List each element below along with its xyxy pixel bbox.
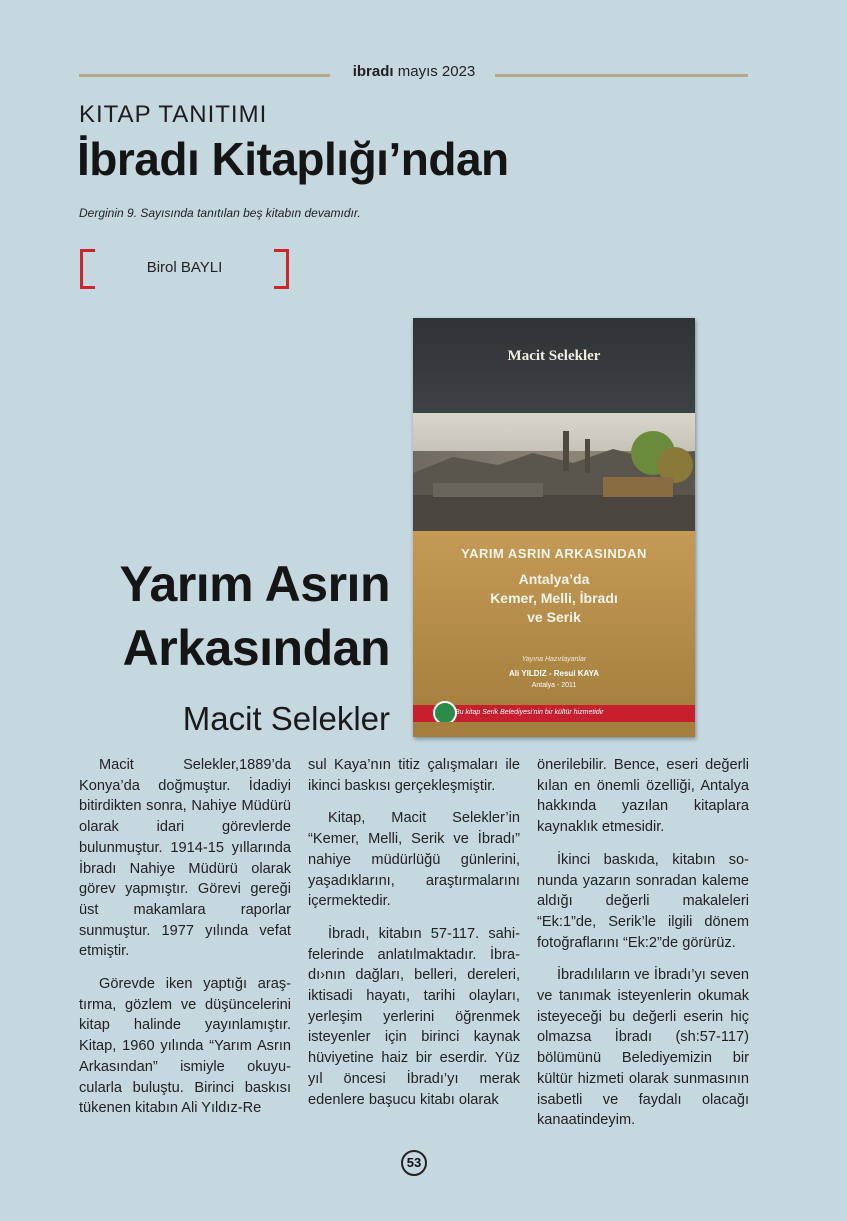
issue-date: mayıs 2023 bbox=[397, 63, 476, 80]
cover-subtitle-line: ve Serik bbox=[527, 609, 581, 625]
text-column-1 bbox=[79, 755, 291, 1131]
paragraph: İkinci baskıda, kitabın sonunda yazarın sonradan kaleme aldığı değerli makaleleri “Ek:1”de, Serik’le ilgili dönem fotoğraflarını “Ek:2”de görürüz. bbox=[537, 851, 749, 951]
page-number: 53 bbox=[401, 1150, 427, 1176]
paragraph: İbradı, kitabın 57-117. sahifelerinde anlatılmaktadır. İbradı›nın dağları, belleri, dereleri, iktisadi hayatı, tarihi olayları, yerleşim yerlerini öğrenmek isteyenler için birinci kaynak hüviyetine haiz bir eserdir. Yüz yıl öncesi İbradı’yı merak edenlere başucu kitabı olarak bbox=[308, 925, 520, 1108]
article-title-line: Yarım Asrın bbox=[119, 556, 390, 612]
author-bracket-right bbox=[274, 249, 289, 289]
section-kicker: KITAP TANITIMI bbox=[79, 101, 268, 128]
paragraph: Görevde iken yaptığı araştırma, gözlem ve düşüncelerini kitap halinde yayınlamıştır. Kitap, 1960 yılında “Yarım Asrın Arkasından” ismiyle okuyucularla buluştu. Birinci baskısı tükenen kitabın Ali Yıldız-Re bbox=[79, 976, 291, 1117]
cover-footer-note: Bu kitap Serik Belediyesi’nin bir kültür hizmetidir bbox=[455, 709, 604, 716]
text-column-3 bbox=[537, 755, 749, 1143]
article-title bbox=[66, 552, 390, 680]
header-rule-left bbox=[79, 74, 330, 77]
article-title-line: Arkasından bbox=[122, 620, 390, 676]
cover-photo-illustration bbox=[413, 413, 695, 531]
cover-editors: Ali YILDIZ - Resul KAYA bbox=[509, 669, 599, 678]
cover-subtitle bbox=[413, 570, 695, 627]
cover-photo bbox=[413, 413, 695, 531]
header-rule-right bbox=[495, 74, 748, 77]
book-cover-image bbox=[413, 318, 695, 737]
magazine-name: ibradı bbox=[352, 63, 394, 80]
paragraph: Macit Selekler,1889’da Konya’da doğmuştur. İdadiyi bitirdikten sonra, Nahiye Müdürü olarak idari görevlerde bulunmuştur. 1914-15 yıllarında İbradı Nahiye Müdürü olarak görev yapmıştır. Görevi gereği üst makamlara raporlar sunmuştur. 1977 yılında vefat etmiştir. bbox=[79, 757, 291, 960]
cover-author: Macit Selekler bbox=[507, 348, 601, 364]
cover-editors-label: Yayına Hazırlayanlar bbox=[521, 656, 587, 663]
cover-bottom-band bbox=[413, 722, 695, 737]
page-title: İbradı Kitaplığı’ndan bbox=[77, 133, 509, 185]
page-subtitle: Derginin 9. Sayısında tanıtılan beş kitabın devamıdır. bbox=[79, 206, 361, 220]
byline: Birol BAYLI bbox=[146, 259, 223, 276]
paragraph: İbradılıların ve İbradı’yı seven ve tanımak isteyenlerin okumak isteyeceği bu değerli eserin hiç olmazsa İbradı (sh:57-117) bölümünü Belediyemizin bir kültür hizmeti olarak sunmasının isabetli ve faydalı olacağı kanaatindeyim. bbox=[537, 967, 749, 1129]
cover-subtitle-line: Kemer, Melli, İbradı bbox=[490, 590, 618, 606]
cover-place-year: Antalya - 2011 bbox=[531, 682, 577, 689]
masthead bbox=[338, 63, 490, 80]
text-column-2 bbox=[308, 755, 520, 1122]
cover-subtitle-line: Antalya’da bbox=[518, 571, 590, 587]
cover-title: YARIM ASRIN ARKASINDAN bbox=[461, 546, 647, 561]
cover-top-band bbox=[413, 318, 695, 413]
paragraph: sul Kaya’nın titiz çalışmaları ile ikinci baskısı gerçekleşmiştir. bbox=[308, 757, 520, 794]
paragraph: önerilebilir. Bence, eseri değerli kılan en önemli özelliği, Antalya hakkında yazılan kitaplara kaynaklık etmesidir. bbox=[537, 757, 749, 836]
article-author: Macit Selekler bbox=[182, 700, 390, 737]
paragraph: Kitap, Macit Selekler’in “Kemer, Melli, Serik ve İbradı” nahiye müdürlüğü günlerini, yaşadıklarını, araştırmalarını içermektedir. bbox=[308, 810, 520, 910]
